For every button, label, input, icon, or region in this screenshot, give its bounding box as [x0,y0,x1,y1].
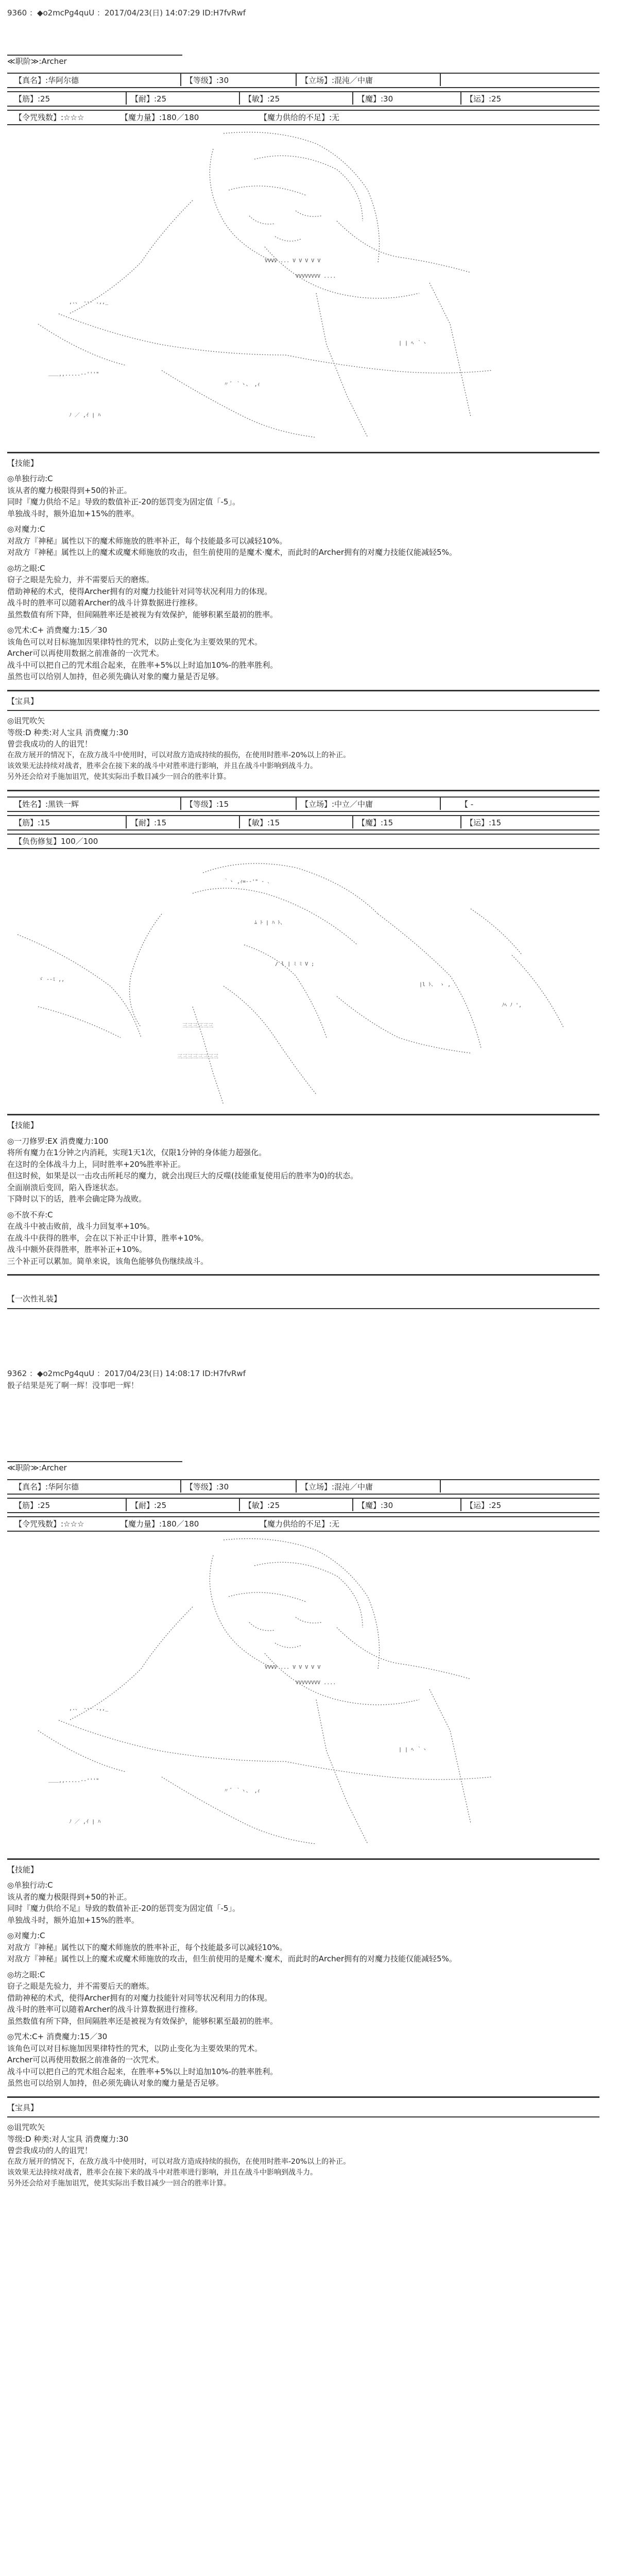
skill-name: ◎咒术:C+ 消费魔力:15／30 [7,2032,108,2041]
skill-name: ◎咒术:C+ 消费魔力:15／30 [7,625,108,635]
ascii-art-ikki-drawing [7,852,599,1110]
divider [7,1308,599,1309]
skill-block [7,2031,599,2089]
noble-phantasm-title: 【宝具】 [7,696,39,706]
post-header-text: 9362 ：◆o2mcPg4quU ：2017/04/23(日) 14:08:17 ID:H7fvRwf [7,1369,246,1378]
command-seals: 【令咒残数】:☆☆☆ [14,1519,84,1529]
svg-text:｀ヽ ,ｨ=-‐'" ‐ ､: ｀ヽ ,ｨ=-‐'" ‐ ､ [224,879,270,885]
skill-name: ◎不放不弃:C [7,1210,53,1219]
skill-line: 虽然也可以给别人加持，但必须先确认对象的魔力量是否足够。 [7,2078,224,2088]
skill-line: 该角色可以对目标施加因果律特性的咒术，以防止变化为主要效果的咒术。 [7,637,263,647]
ascii-art-archer [7,1535,599,1854]
np-subtitle: 曾尝我成功的人的诅咒！ [7,2146,93,2155]
stat-agi: 【敏】:25 [244,94,280,104]
stat-mana: 【魔】:30 [357,94,393,104]
np-subtitle: 曾尝我成功的人的诅咒！ [7,739,93,749]
stat-mana: 【魔】:30 [357,1500,393,1510]
divider [7,710,599,711]
svg-text:VVVVVVVV ....: VVVVVVVV .... [296,1680,336,1686]
skill-line: 该角色可以对目标施加因果律特性的咒术，以防止变化为主要效果的咒术。 [7,2043,263,2053]
svg-text:ﾑ ﾄ | ﾊ ﾄ、: ﾑ ﾄ | ﾊ ﾄ、 [254,920,286,926]
status-row-name [7,1479,599,1495]
status-row-stats [7,815,599,831]
divider [7,1274,599,1276]
skill-block [7,1209,599,1267]
magic-supply: 【魔力供给的不足】:无 [260,112,340,122]
magic-supply: 【魔力供给的不足】:无 [260,1519,340,1529]
svg-text:| | ﾍ ｀ヽ: | | ﾍ ｀ヽ [399,340,427,346]
class-tab [7,1461,182,1474]
alignment: 【立场】:中立／中庸 [301,800,373,809]
stat-end: 【耐】:15 [131,818,167,827]
divider [7,1114,599,1115]
skill-name: ◎坊之眼:C [7,1970,45,1979]
svg-text:三三三三三三三三: 三三三三三三三三 [177,1054,218,1060]
skill-line: 战斗中可以把自己的咒术组合起来，在胜率+5%以上时追加10%-的胜率胜利。 [7,2066,278,2076]
svg-text:VVVVVVVV ....: VVVVVVVV .... [296,273,336,279]
stat-agi: 【敏】:15 [244,818,280,827]
wound-repair: 【负伤修复】100／100 [14,837,98,846]
class-tab [7,55,182,67]
stat-end: 【耐】:25 [131,94,167,104]
skill-line: 虽然数值有所下降，但间隔胜率还是被视为有效保护，能够积累至最初的胜率。 [7,2016,278,2026]
skill-line: 对敌方『神秘』属性以上的魔术或魔术师施放的攻击，但生前使用的是魔术·魔术，而此时的Archer拥有的对魔力技能仅能减轻5%。 [7,548,457,557]
svg-text:〃 ﾞ ｀ヽ、 ,ｨ: 〃 ﾞ ｀ヽ、 ,ｨ [224,381,260,387]
status-row-stats [7,91,599,107]
skill-line: 战斗中额外获得胜率，胜率补正+10%。 [7,1245,147,1254]
extra-field: 【 - [460,800,474,809]
true-name: 【姓名】:黑铁一辉 [14,800,79,809]
skill-line: 战斗时的胜率可以随着Archer的战斗计算数据进行推移。 [7,2005,203,2014]
ascii-art-archer-drawing [7,1535,599,1854]
status-row-name [7,796,599,812]
skill-line: 三个补正可以累加。简单来说，该角色能够负伤继续战斗。 [7,1256,209,1266]
ascii-art-archer-drawing [7,128,599,448]
stat-end: 【耐】:25 [131,1500,167,1510]
post-body [7,793,599,1312]
skill-line: 窃子之眼是先验力，并不需要后天的磨炼。 [7,575,154,584]
stat-luck: 【运】:15 [466,818,502,827]
skill-line: 虽然也可以给别人加持，但必须先确认对象的魔力量是否足够。 [7,672,224,681]
skill-block [7,1969,599,2027]
skill-line: 将所有魔力在1分钟之内消耗，实现1天1次，仅限1分钟的身体能力超强化。 [7,1148,267,1157]
true-name: 【真名】:华阿尔德 [14,75,79,85]
skill-line: 在战斗中获得的胜率，会在以下补正中计算，胜率+10%。 [7,1233,209,1243]
status-row-magic [7,110,599,125]
skill-line: 同时『魔力供给不足』导致的数值补正-20的惩罚变为固定值「-5」。 [7,1904,240,1913]
noble-phantasm-block [7,2122,599,2189]
stat-str: 【筋】:25 [14,1500,50,1510]
svg-text:ﾉﾍ ﾉ ',: ﾉﾍ ﾉ ', [502,1003,522,1008]
svg-text:,.、 ‐-‐ .,,_: ,.、 ‐-‐ .,,_ [69,299,109,305]
skill-line: Archer可以再使用数据之前准备的一次咒术。 [7,649,164,658]
svg-text:VVVV ... V V V V V: VVVV ... V V V V V [265,1664,321,1670]
skill-block [7,1930,599,1965]
skills-title: 【技能】 [7,1865,39,1874]
level: 【等级】:15 [185,800,229,809]
post-body [7,1458,599,2189]
divider [7,690,599,691]
stat-luck: 【运】:25 [466,94,502,104]
svg-text:ﾉ ／ ,ｲ | ﾊ: ﾉ ／ ,ｲ | ﾊ [69,1819,101,1825]
divider [7,2096,599,2098]
skill-name: ◎单独行动:C [7,474,53,483]
skill-name: ◎坊之眼:C [7,563,45,573]
noble-phantasm-block [7,715,599,783]
skill-line: 对敌方『神秘』属性以下的魔术师施放的胜率补正，每个技能最多可以减轻10%。 [7,1942,287,1952]
divider [7,452,599,453]
svg-text:| | ﾍ ｀ヽ: | | ﾍ ｀ヽ [399,1747,427,1753]
skill-name: ◎一刀修罗:EX 消费魔力:100 [7,1136,109,1146]
stat-luck: 【运】:25 [466,1500,502,1510]
np-line: 在敌方展开的情况下，在敌方战斗中使用时，可以对敌方造成持续的损伤，在使用时胜率-20%以上的补正。 [7,2157,351,2166]
skill-line: 战斗中可以把自己的咒术组合起来，在胜率+5%以上时追加10%-的胜率胜利。 [7,660,278,670]
svg-text:|l ﾄ、 ゝ ,: |l ﾄ、 ゝ , [419,982,451,988]
skill-line: 全面崩溃后变回，陷入昏迷状态。 [7,1182,124,1192]
ascii-art-ikki [7,852,599,1110]
skill-block [7,523,599,558]
np-line: 另外还会给对手施加诅咒，使其实际出手数目减少一回合的胜率计算。 [7,2179,231,2188]
magic-amount: 【魔力量】:180／180 [121,112,199,122]
class-label: ≪职阶≫:Archer [7,57,67,66]
skill-line: Archer可以再使用数据之前准备的一次咒术。 [7,2055,164,2064]
skill-block [7,624,599,683]
skill-line: 下降时以下的话，胜率会确定降为战败。 [7,1194,147,1204]
post-header [7,7,246,19]
np-line: 该效果无法持续对战者，胜率会在接下来的战斗中对胜率进行影响，并且在战斗中影响到战斗力。 [7,2168,317,2177]
skills-title: 【技能】 [7,1121,39,1130]
post-comment: 骰子结果是死了啊一辉！没事吧一辉！ [7,1380,139,1390]
svg-text:/ l | ﾐ ﾐ V ;: / l | ﾐ ﾐ V ; [275,961,315,967]
status-row-name [7,73,599,88]
np-meta: 等级:D 种类:对人宝具 消费魔力:30 [7,727,129,737]
magic-amount: 【魔力量】:180／180 [121,1519,199,1529]
alignment: 【立场】:混沌／中庸 [301,1482,373,1492]
skill-name: ◎对魔力:C [7,1931,45,1940]
skill-name: ◎对魔力:C [7,524,45,534]
skill-line: 借助神秘的术式，使得Archer拥有的对魔力技能针对同等状况利用力的体现。 [7,586,272,596]
svg-text:ゞ -‐ﾐ ,,: ゞ -‐ﾐ ,, [38,977,65,982]
skill-line: 该从者的魔力极限得到+50的补正。 [7,485,132,495]
skill-line: 该从者的魔力极限得到+50的补正。 [7,1892,132,1902]
status-row-magic [7,1516,599,1532]
class-label: ≪职阶≫:Archer [7,1463,67,1472]
skill-line: 战斗时的胜率可以随着Archer的战斗计算数据进行推移。 [7,598,203,607]
post-header-text: 9360 ：◆o2mcPg4quU ：2017/04/23(日) 14:07:29 ID:H7fvRwf [7,8,246,18]
ascii-art-archer [7,128,599,448]
skill-line: 但这时候，如果是以一击攻击所耗尽的魔力，就会出现巨大的反噬(技能重复使用后的胜率为0)的状态。 [7,1171,358,1180]
svg-text:VVVV ... V V V V V: VVVV ... V V V V V [265,258,321,264]
skill-line: 对敌方『神秘』属性以上的魔术或魔术师施放的攻击，但生前使用的是魔术·魔术，而此时的Archer拥有的对魔力技能仅能减轻5%。 [7,1954,457,1963]
np-line: 在敌方展开的情况下，在敌方战斗中使用时，可以对敌方造成持续的损伤，在使用时胜率-20%以上的补正。 [7,751,351,759]
status-row-load [7,834,599,849]
divider [7,1858,599,1860]
stat-agi: 【敏】:25 [244,1500,280,1510]
svg-text:三三三三三三: 三三三三三三 [182,1023,213,1029]
svg-text:＿＿,,.....-‐'''": ＿＿,,.....-‐'''" [48,371,99,377]
command-seals: 【令咒残数】:☆☆☆ [14,112,84,122]
skill-block [7,563,599,621]
post-body [7,52,599,795]
post-header [7,1368,246,1391]
np-name: ◎诅咒吹矢 [7,2123,45,2132]
skill-block [7,473,599,519]
skill-line: 在这时的全体战斗力上，同时胜率+20%胜率补正。 [7,1159,185,1169]
noble-phantasm-title: 【宝具】 [7,2103,39,2112]
np-line: 另外还会给对手施加诅咒，使其实际出手数目减少一回合的胜率计算。 [7,772,231,781]
np-line: 该效果无法持续对战者，胜率会在接下来的战斗中对胜率进行影响，并且在战斗中影响到战斗力。 [7,761,317,770]
skill-line: 借助神秘的术式，使得Archer拥有的对魔力技能针对同等状况利用力的体现。 [7,1993,272,2003]
skill-line: 单独战斗时，额外追加+15%的胜率。 [7,509,139,518]
stat-str: 【筋】:15 [14,818,50,827]
skill-line: 窃子之眼是先验力，并不需要后天的磨炼。 [7,1981,154,1991]
level: 【等级】:30 [185,75,229,85]
skill-line: 虽然数值有所下降，但间隔胜率还是被视为有效保护，能够积累至最初的胜率。 [7,609,278,619]
divider [7,790,599,791]
skill-block [7,1136,599,1205]
stat-mana: 【魔】:15 [357,818,393,827]
svg-text:ﾉ ／ ,ｲ | ﾊ: ﾉ ／ ,ｲ | ﾊ [69,412,101,418]
np-name: ◎诅咒吹矢 [7,716,45,725]
skill-line: 对敌方『神秘』属性以下的魔术师施放的胜率补正，每个技能最多可以减轻10%。 [7,536,287,546]
status-row-stats [7,1498,599,1513]
skill-name: ◎单独行动:C [7,1880,53,1890]
skill-line: 单独战斗时，额外追加+15%的胜率。 [7,1915,139,1925]
skill-block [7,1879,599,1926]
alignment: 【立场】:混沌／中庸 [301,75,373,85]
one-time-mystic-code: 【一次性礼装】 [7,1294,62,1303]
svg-text:,.、 ‐-‐ .,,_: ,.、 ‐-‐ .,,_ [69,1705,109,1711]
np-meta: 等级:D 种类:对人宝具 消费魔力:30 [7,2134,129,2144]
skill-line: 在战斗中被击败前，战斗力回复率+10%。 [7,1222,154,1231]
stat-str: 【筋】:25 [14,94,50,104]
skill-line: 同时『魔力供给不足』导致的数值补正-20的惩罚变为固定值「-5」。 [7,497,240,506]
divider [7,2116,599,2117]
svg-text:〃 ﾞ ｀ヽ、 ,ｨ: 〃 ﾞ ｀ヽ、 ,ｨ [224,1788,260,1794]
true-name: 【真名】:华阿尔德 [14,1482,79,1492]
skills-title: 【技能】 [7,458,39,468]
svg-text:＿＿,,.....-‐'''": ＿＿,,.....-‐'''" [48,1777,99,1784]
level: 【等级】:30 [185,1482,229,1492]
